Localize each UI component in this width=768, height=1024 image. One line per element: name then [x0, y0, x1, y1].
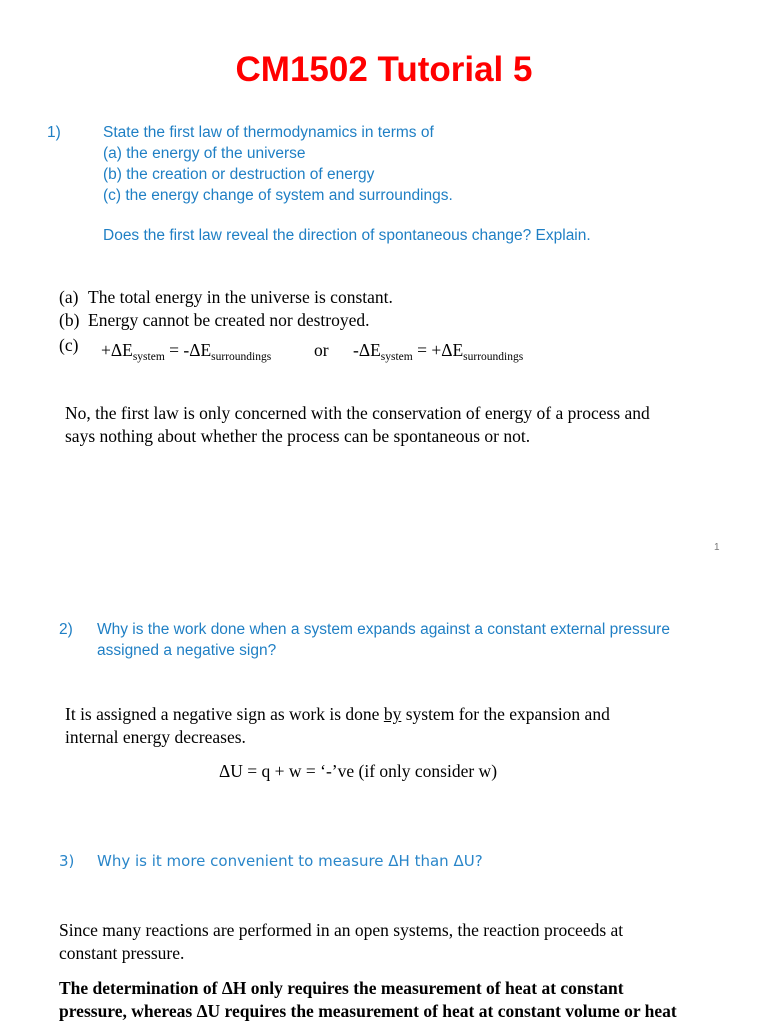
q1-line: (b) the creation or destruction of energy — [103, 166, 375, 183]
a1-equation-1 — [101, 339, 271, 366]
eq2-mid: = +ΔE — [412, 340, 464, 360]
a1-a-label: (a) — [59, 287, 79, 307]
eq1-mid: = -ΔE — [164, 340, 212, 360]
a1-b-label: (b) — [59, 310, 80, 330]
a2-underlined-by: by — [383, 704, 402, 724]
q3-text: Why is it more convenient to measure ΔH than ΔU? — [97, 852, 483, 870]
a3-bold-line: pressure, whereas ΔU requires the measurement of heat at constant volume or heat — [59, 1001, 677, 1021]
a2-text-post: system for the expansion and — [401, 704, 610, 724]
a2-text-pre: It is assigned a negative sign as work is done — [65, 704, 384, 724]
q1-line: State the first law of thermodynamics in terms of — [103, 124, 434, 141]
q2-line: assigned a negative sign? — [97, 642, 277, 659]
page-title: CM1502 Tutorial 5 — [235, 50, 533, 89]
eq1-left: +ΔE — [101, 340, 133, 360]
q1-followup: Does the first law reveal the direction of spontaneous change? Explain. — [103, 227, 591, 244]
q2-line: Why is the work done when a system expands against a constant external pressure — [97, 621, 670, 638]
a3-bold-line: The determination of ΔH only requires the measurement of heat at constant — [59, 978, 624, 998]
eq2-left-subscript: system — [380, 351, 413, 363]
q1-line: (a) the energy of the universe — [103, 145, 306, 162]
a1-c-label: (c) — [59, 335, 79, 355]
a2-equation: ΔU = q + w = ‘-’ve (if only consider w) — [219, 761, 498, 781]
eq1-right-subscript: surroundings — [211, 351, 272, 363]
q1-line: (c) the energy change of system and surroundings. — [103, 187, 453, 204]
q3-number: 3) — [59, 852, 75, 870]
eq2-right-subscript: surroundings — [463, 351, 524, 363]
a1-explanation-line: No, the first law is only concerned with the conservation of energy of a process and — [65, 403, 650, 423]
a2-line-1 — [65, 703, 610, 727]
eq2-left: -ΔE — [353, 340, 381, 360]
q2-number: 2) — [59, 621, 73, 638]
a2-line-2: internal energy decreases. — [65, 727, 246, 747]
a1-a-text: The total energy in the universe is constant. — [88, 287, 393, 307]
a1-b-text: Energy cannot be created nor destroyed. — [88, 310, 370, 330]
page-number: 1 — [714, 542, 720, 553]
a3-line: constant pressure. — [59, 943, 185, 963]
a3-line: Since many reactions are performed in an open systems, the reaction proceeds at — [59, 920, 624, 940]
a1-or: or — [314, 340, 329, 360]
q1-number: 1) — [47, 124, 61, 141]
eq1-left-subscript: system — [132, 351, 165, 363]
a1-equation-2 — [353, 339, 523, 366]
a1-explanation-line: says nothing about whether the process can be spontaneous or not. — [65, 426, 531, 446]
